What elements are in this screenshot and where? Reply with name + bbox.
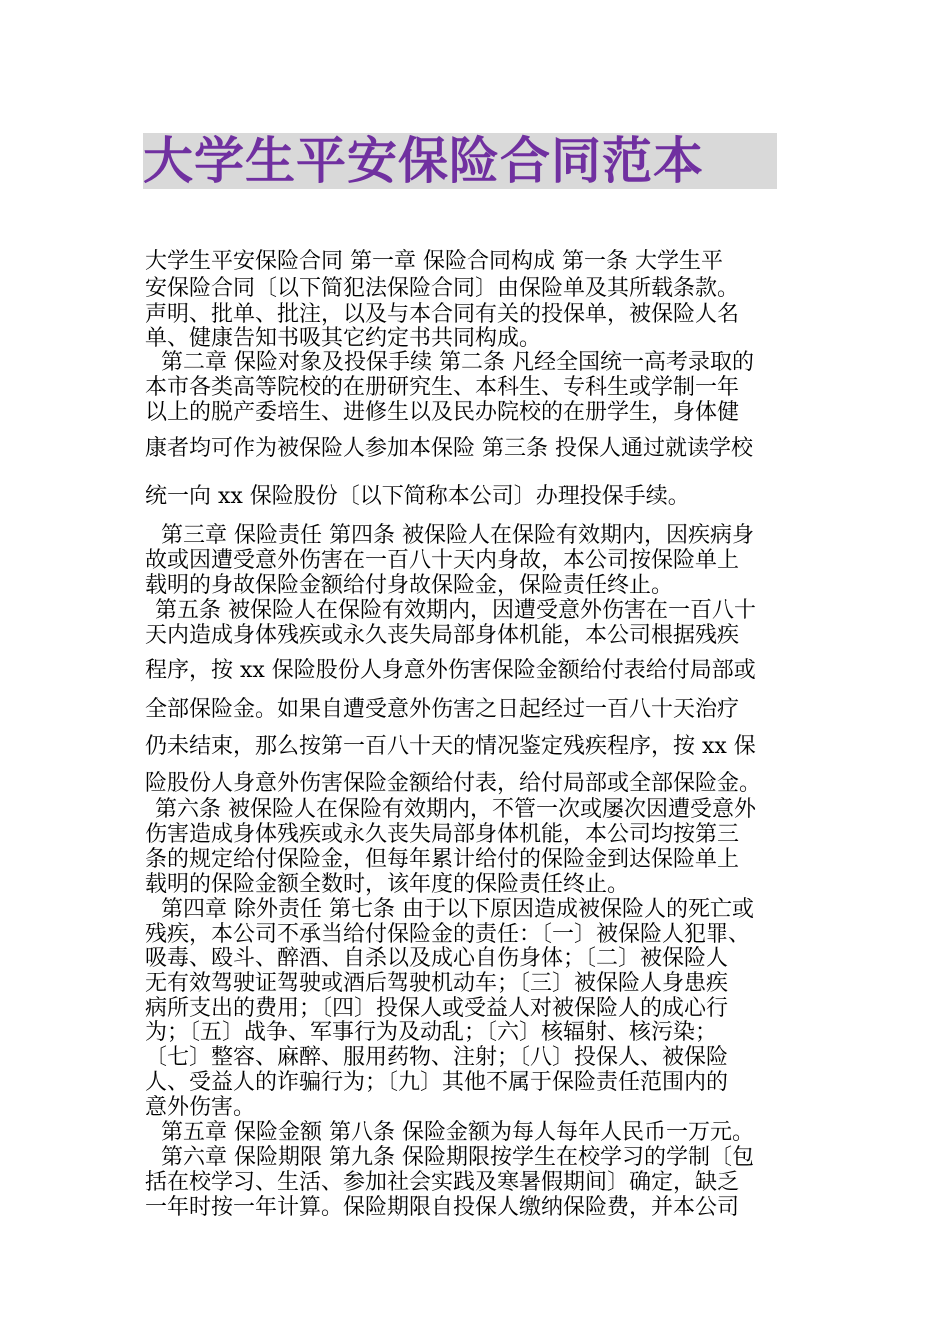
body-line: 故或因遭受意外伤害在一百八十天内身故，本公司按保险单上 [145, 548, 740, 573]
body-line: 险股份人身意外伤害保险金额给付表，给付局部或全部保险金。 [145, 771, 762, 796]
title-highlight [143, 133, 777, 189]
body-line: 全部保险金。如果自遭受意外伤害之日起经过一百八十天治疗 [145, 697, 740, 722]
body-line: 康者均可作为被保险人参加本保险 第三条 投保人通过就读学校 [145, 436, 753, 461]
body-line: 人、受益人的诈骗行为；〔九〕其他不属于保险责任范围内的 [145, 1070, 729, 1095]
body-line: 第四章 除外责任 第七条 由于以下原因造成被保险人的死亡或 [161, 897, 754, 922]
body-line: 大学生平安保险合同 第一章 保险合同构成 第一条 大学生平 [145, 249, 723, 274]
body-line: 残疾，本公司不承当给付保险金的责任：〔一〕被保险人犯罪、 [145, 922, 751, 947]
body-line: 为；〔五〕战争、军事行为及动乱；〔六〕核辐射、核污染； [145, 1020, 718, 1045]
body-line: 括在校学习、生活、参加社会实践及寒暑假期间〕确定，缺乏 [145, 1170, 740, 1195]
body-line: 声明、批单、批注，以及与本合同有关的投保单，被保险人名 [145, 302, 740, 327]
body-line: 本市各类高等院校的在册研究生、本科生、专科生或学制一年 [145, 375, 740, 400]
body-line: 第三章 保险责任 第四条 被保险人在保险有效期内，因疾病身 [161, 523, 754, 548]
body-line: 意外伤害。 [145, 1095, 256, 1120]
body-line: 安保险合同〔以下简犯法保险合同〕由保险单及其所载条款。 [145, 276, 740, 301]
document-title: 大学生平安保险合同范本 [143, 133, 704, 189]
body-line: 以上的脱产委培生、进修生以及民办院校的在册学生，身体健 [145, 400, 740, 425]
body-line: 吸毒、殴斗、醉酒、自杀以及成心自伤身体；〔二〕被保险人 [145, 946, 729, 971]
body-line: 第五条 被保险人在保险有效期内，因遭受意外伤害在一百八十 [155, 598, 756, 623]
body-line: 天内造成身体残疾或永久丧失局部身体机能，本公司根据残疾 [145, 623, 740, 648]
body-line: 第二章 保险对象及投保手续 第二条 凡经全国统一高考录取的 [161, 350, 754, 375]
body-line: 载明的身故保险金额给付身故保险金，保险责任终止。 [145, 573, 674, 598]
body-line: 载明的保险金额全数时，该年度的保险责任终止。 [145, 872, 630, 897]
body-line: 伤害造成身体残疾或永久丧失局部身体机能，本公司均按第三 [145, 822, 740, 847]
body-line: 统一向 xx 保险股份〔以下简称本公司〕办理投保手续。 [145, 484, 690, 509]
body-line: 第六条 被保险人在保险有效期内，不管一次或屡次因遭受意外 [155, 797, 756, 822]
body-line: 病所支出的费用；〔四〕投保人或受益人对被保险人的成心行 [145, 996, 729, 1021]
body-line: 程序，按 xx 保险股份人身意外伤害保险金额给付表给付局部或 [145, 658, 756, 683]
body-line: 一年时按一年计算。保险期限自投保人缴纳保险费，并本公司 [145, 1195, 740, 1220]
body-line: 第六章 保险期限 第九条 保险期限按学生在校学习的学制〔包 [161, 1145, 754, 1170]
body-line: 条的规定给付保险金，但每年累计给付的保险金到达保险单上 [145, 847, 740, 872]
body-line: 仍未结束，那么按第一百八十天的情况鉴定残疾程序，按 xx 保 [145, 734, 756, 759]
body-line: 第五章 保险金额 第八条 保险金额为每人每年人民币一万元。 [161, 1120, 754, 1145]
body-line: 单、健康告知书吸其它约定书共同构成。 [145, 326, 542, 351]
body-line: 〔七〕整容、麻醉、服用药物、注射；〔八〕投保人、被保险 [145, 1045, 729, 1070]
body-line: 无有效驾驶证驾驶或酒后驾驶机动车；〔三〕被保险人身患疾 [145, 971, 729, 996]
